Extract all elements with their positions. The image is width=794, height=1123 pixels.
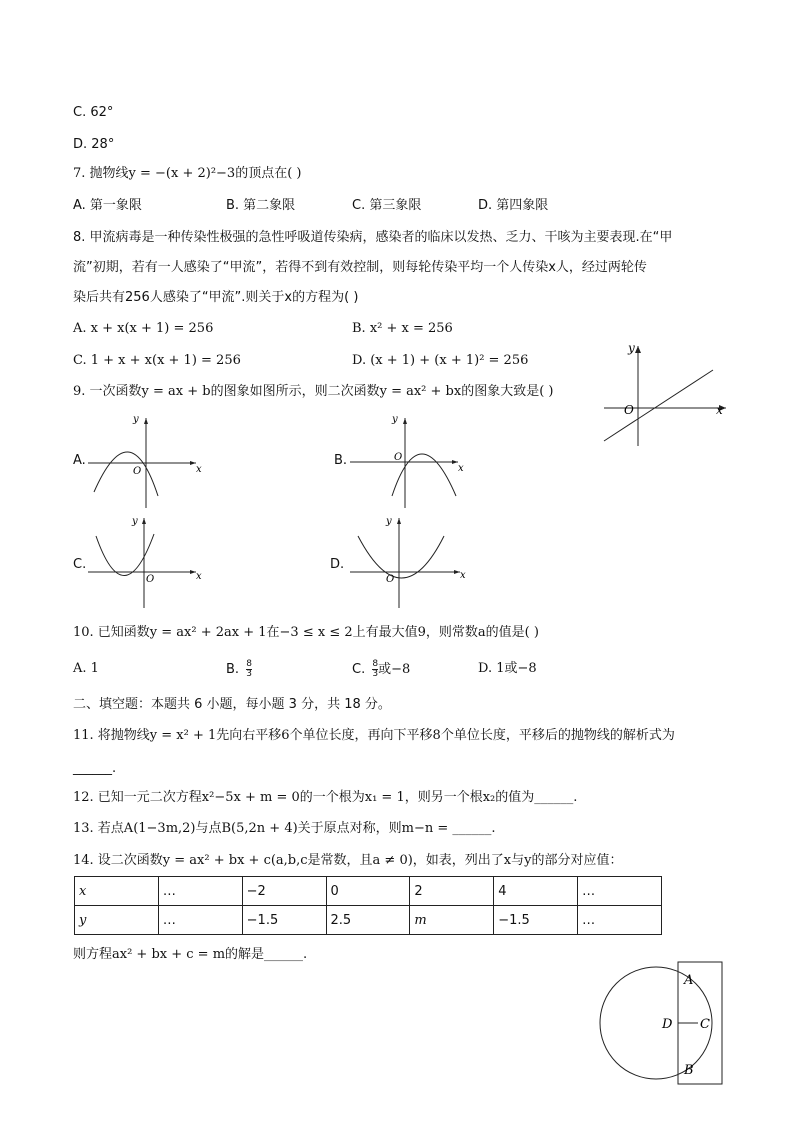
q6-option-d: D. 28° [73,137,115,152]
axis-x-label: x [196,464,202,475]
q8-option-b: B. x² + x = 256 [352,321,453,336]
axis-x-label: x [458,463,464,474]
q10-option-b [226,660,252,679]
q11-line-1: 11. 将抛物线y = x² + 1先向右平移6个单位长度，再向下平移8个单位长度，平移后的抛物线的解析式为 [73,728,675,743]
q10-option-d: D. 1或−8 [478,661,537,676]
q9-stem: 9. 一次函数y = ax + b的图象如图所示，则二次函数y = ax² + bx的图象大致是( ) [73,384,554,399]
q10-option-a: A. 1 [73,661,99,676]
q10-option-c-label: C. [352,662,366,677]
parabola-curve [94,452,158,496]
axis-y-label: y [133,414,139,425]
table-cell: y [75,906,159,935]
q8-option-d: D. (x + 1) + (x + 1)² = 256 [352,353,529,368]
table-cell: −1.5 [494,906,578,935]
q14-after: 则方程ax² + bx + c = m的解是______. [73,947,308,962]
circle-rect-figure [596,960,726,1088]
q9-option-a-label: A. [73,453,86,468]
point-a-label: A [684,973,694,988]
table-cell: 4 [494,877,578,906]
axis-y-label: y [392,414,398,425]
table-cell: −2 [242,877,326,906]
table-cell: m [410,906,494,935]
q10-option-c-or: 或−8 [378,662,411,677]
q6-option-c: C. 62° [73,105,114,120]
fraction-denominator: 3 [372,669,379,679]
q8-option-c: C. 1 + x + x(x + 1) = 256 [73,353,241,368]
q7-option-c: C. 第三象限 [352,198,422,213]
q12-stem: 12. 已知一元二次方程x²−5x + m = 0的一个根为x₁ = 1，则另一个根x₂的值为______. [73,790,578,805]
q9-linear-graph [600,340,730,450]
y-axis-arrow [403,418,407,424]
q14-stem: 14. 设二次函数y = ax² + bx + c(a,b,c是常数，且a ≠ 0)，如表，列出了x与y的部分对应值： [73,853,623,868]
fraction-numerator: 8 [372,659,379,669]
table-cell: 0 [326,877,410,906]
q8-line-1: 8. 甲流病毒是一种传染性极强的急性呼吸道传染病，感染者的临床以发热、乏力、干咳为主要表现.在“甲 [73,230,673,245]
axis-x-label: x [196,571,202,582]
q9-option-c-graph [86,512,206,612]
q8-line-3: 染后共有256人感染了“甲流”.则关于x的方程为( ) [73,290,359,305]
q9-option-d-label: D. [330,557,345,572]
table-cell: … [578,877,662,906]
q14-table [74,876,662,935]
q9-option-d-graph [348,512,468,612]
q8-line-2: 流”初期，若有一人感染了“甲流”，若得不到有效控制，则每轮传染平均一个人传染x人，经过两轮传 [73,260,647,275]
y-axis-arrow [142,518,146,524]
parabola-curve [96,534,154,576]
fraction-denominator: 3 [246,669,252,679]
table-cell: −1.5 [242,906,326,935]
q7-option-b: B. 第二象限 [226,198,296,213]
q9-option-b-graph [348,410,468,510]
table-cell: x [75,877,159,906]
q10-option-b-fraction [246,660,252,679]
table-row [75,906,662,935]
table-cell: 2 [410,877,494,906]
q10-option-b-label: B. [226,662,240,677]
q9-option-a-graph [86,410,206,510]
y-axis-arrow [397,518,401,524]
q8-option-a: A. x + x(x + 1) = 256 [73,321,214,336]
point-b-label: B [684,1063,694,1078]
y-axis-arrow [635,346,641,353]
q10-stem: 10. 已知函数y = ax² + 2ax + 1在−3 ≤ x ≤ 2上有最大值9，则常数a的值是( ) [73,625,539,640]
q9-option-b-label: B. [334,453,348,468]
table-cell: … [158,906,242,935]
axis-x-label: x [460,570,466,581]
q7-option-d: D. 第四象限 [478,198,549,213]
origin-label: O [146,574,155,585]
y-axis-arrow [144,418,148,424]
q9-option-c-label: C. [73,557,87,572]
axis-y-label: y [628,341,635,355]
origin-label: O [386,574,395,585]
q11-line-2: ______. [73,761,117,776]
linear-line [604,370,713,441]
point-c-label: C [700,1017,710,1032]
table-cell: … [158,877,242,906]
section-2-heading: 二、填空题：本题共 6 小题，每小题 3 分，共 18 分。 [73,697,391,712]
axis-y-label: y [386,516,392,527]
axis-x-label: x [716,403,723,417]
table-row [75,877,662,906]
table-cell: … [578,906,662,935]
q7-stem: 7. 抛物线y = −(x + 2)²−3的顶点在( ) [73,166,302,181]
table-cell: 2.5 [326,906,410,935]
q13-stem: 13. 若点A(1−3m,2)与点B(5,2n + 4)关于原点对称，则m−n = ______. [73,821,496,836]
origin-label: O [394,452,403,463]
origin-label: O [133,466,142,477]
origin-label: O [624,403,634,417]
q7-option-a: A. 第一象限 [73,198,142,213]
point-d-label: D [662,1017,673,1032]
q10-option-c [352,660,410,679]
axis-y-label: y [132,516,138,527]
fraction-numerator: 8 [246,659,252,669]
